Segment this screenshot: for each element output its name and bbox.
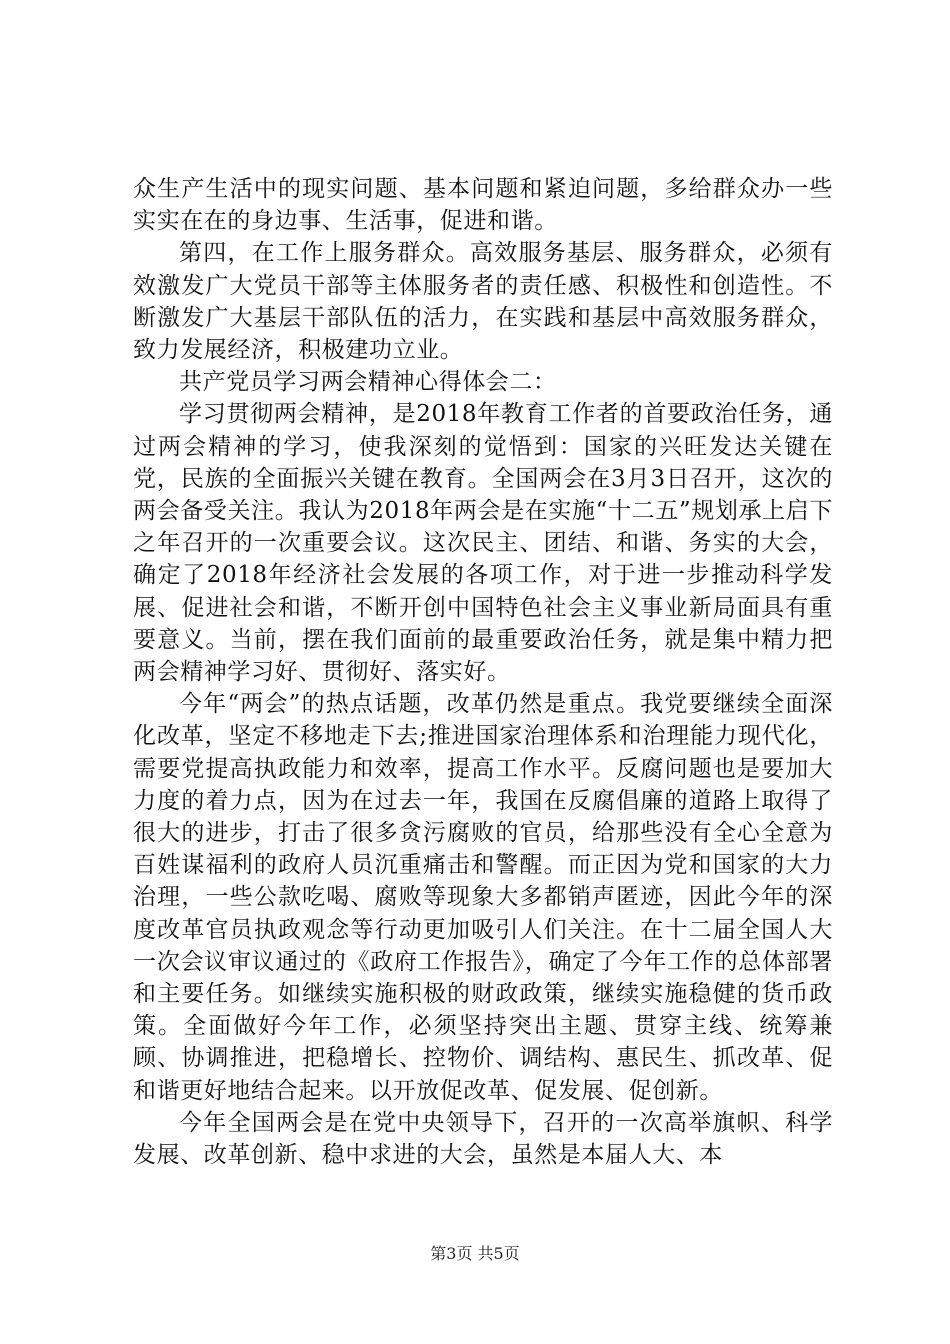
- page-footer: [0, 1244, 950, 1264]
- paragraph-2: 第四，在工作上服务群众。高效服务基层、服务群众，必须有效激发广大党员干部等主体服务者的责任感、积极性和创造性。不断激发广大基层干部队伍的活力，在实践和基层中高效服务群众，致力发展经济，积极建功立业。: [133, 240, 833, 364]
- page-number: 第3页 共5页: [430, 1244, 520, 1263]
- paragraph-3-heading: 共产党员学习两会精神心得体会二：: [179, 369, 557, 396]
- paragraph-4: 学习贯彻两会精神，是2018年教育工作者的首要政治任务，通过两会精神的学习，使我深刻的觉悟到：国家的兴旺发达关键在党，民族的全面振兴关键在教育。全国两会在3月3日召开，这次的两会备受关注。我认为2018年两会是在实施“十二五”规划承上启下之年召开的一次重要会议。这次民主、团结、和谐、务实的大会，确定了2018年经济社会发展的各项工作，对于进一步推动科学发展、促进社会和谐，不断开创中国特色社会主义事业新局面具有重要意义。当前，摆在我们面前的最重要政治任务，就是集中精力把两会精神学习好、贯彻好、落实好。: [133, 401, 833, 686]
- paragraph-5: 今年“两会”的热点话题，改革仍然是重点。我党要继续全面深化改革，坚定不移地走下去;推进国家治理体系和治理能力现代化，需要党提高执政能力和效率，提高工作水平。反腐问题也是要加大力度的着力点，因为在过去一年，我国在反腐倡廉的道路上取得了很大的进步，打击了很多贪污腐败的官员，给那些没有全心全意为百姓谋福利的政府人员沉重痛击和警醒。而正因为党和国家的大力治理，一些公款吃喝、腐败等现象大多都销声匿迹，因此今年的深度改革官员执政观念等行动更加吸引人们关注。在十二届全国人大一次会议审议通过的《政府工作报告》，确定了今年工作的总体部署和主要任务。如继续实施积极的财政政策，继续实施稳健的货币政策。全面做好今年工作，必须坚持突出主题、贯穿主线、统筹兼顾、协调推进，把稳增长、控物价、调结构、惠民生、抓改革、促和谐更好地结合起来。以开放促改革、促发展、促创新。: [133, 691, 833, 1104]
- paragraph-6: 今年全国两会是在党中央领导下，召开的一次高举旗帜、科学发展、改革创新、稳中求进的大会，虽然是本届人大、本: [133, 1109, 833, 1169]
- body-text: [133, 173, 833, 1171]
- paragraph-1: 众生产生活中的现实问题、基本问题和紧迫问题，多给群众办一些实实在在的身边事、生活事，促进和谐。: [133, 176, 833, 235]
